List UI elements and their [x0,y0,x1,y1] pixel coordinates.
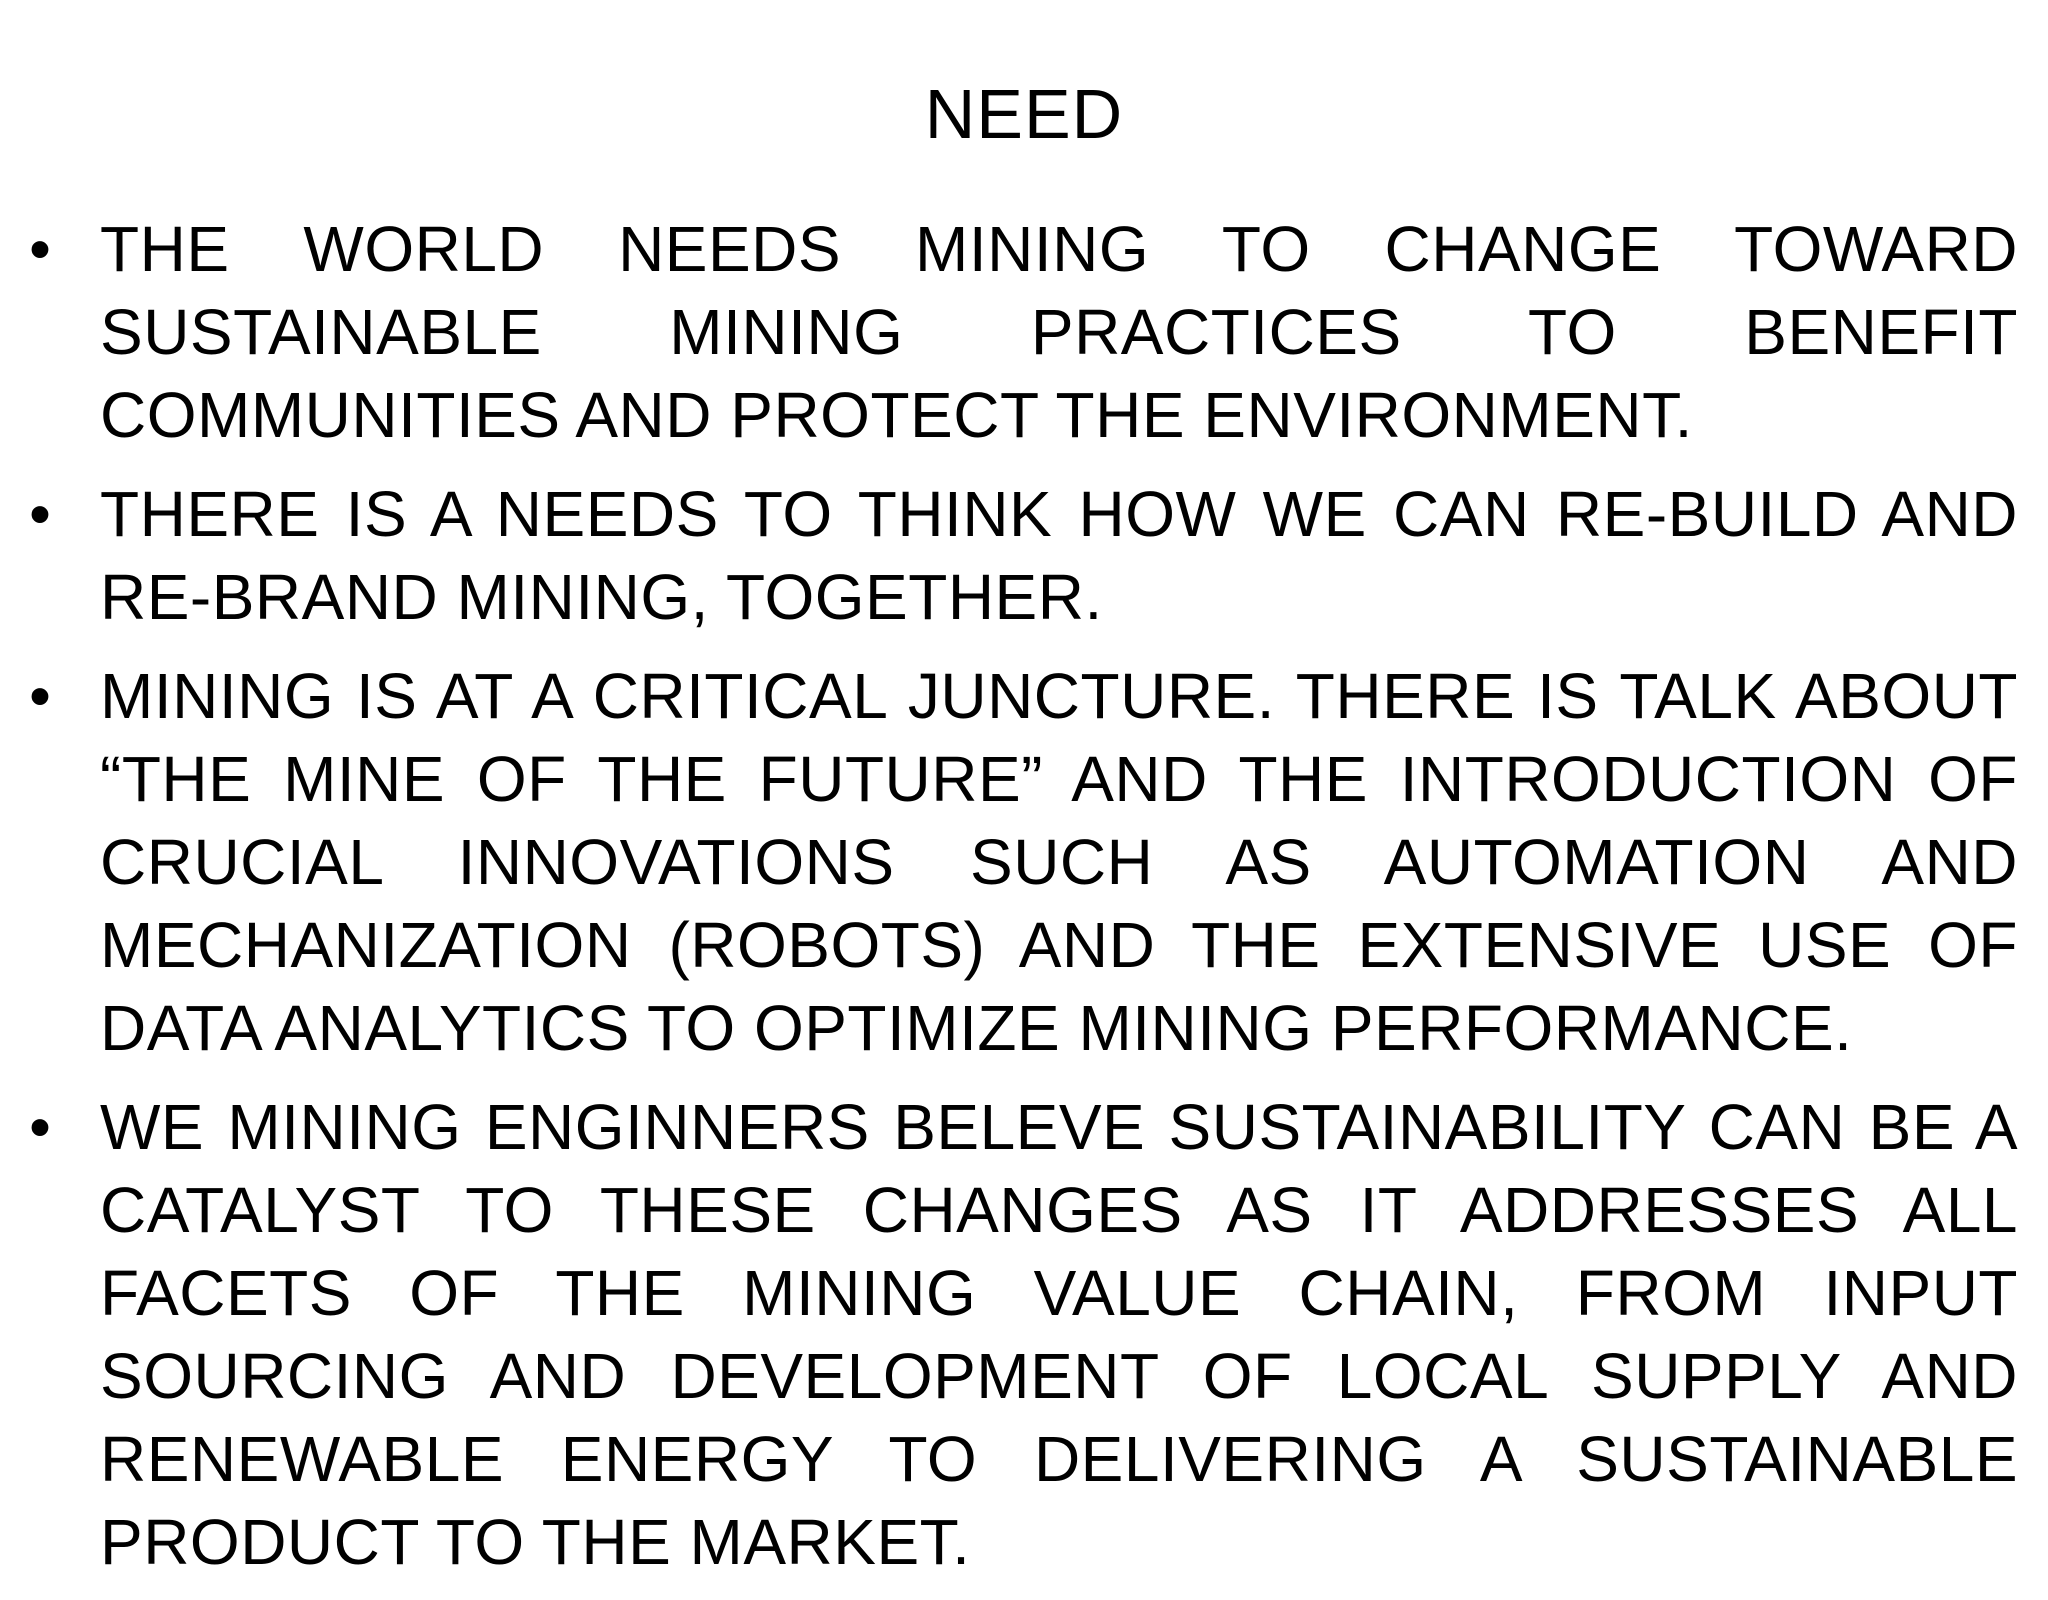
bullet-marker: • [29,215,51,284]
bullet-list [0,208,2048,1600]
bullet-item [0,655,2048,1070]
bullet-marker: • [29,1093,51,1162]
bullet-text: THERE IS A NEEDS TO THINK HOW WE CAN RE-BUILD AND RE-BRAND MINING, TOGETHER. [100,478,2018,633]
bullet-item [0,208,2048,457]
bullet-marker: • [29,662,51,731]
bullet-item [0,473,2048,639]
bullet-marker: • [29,480,51,549]
bullet-text: THE WORLD NEEDS MINING TO CHANGE TOWARD SUSTAINABLE MINING PRACTICES TO BENEFIT COMMUNITIES AND PROTECT THE ENVIRONMENT. [100,213,2018,451]
bullet-text: WE MINING ENGINNERS BELEVE SUSTAINABILITY CAN BE A CATALYST TO THESE CHANGES AS IT ADDRESSES ALL FACETS OF THE MINING VALUE CHAIN, FROM INPUT SOURCING AND DEVELOPMENT OF LOCAL SUPPLY AND RENEWABLE ENERGY TO DELIVERING A SUSTAINABLE PRODUCT TO THE MARKET. [100,1091,2018,1578]
bullet-text: MINING IS AT A CRITICAL JUNCTURE. THERE IS TALK ABOUT “THE MINE OF THE FUTURE” AND THE INTRODUCTION OF CRUCIAL INNOVATIONS SUCH AS AUTOMATION AND MECHANIZATION (ROBOTS) AND THE EXTENSIVE USE OF DATA ANALYTICS TO OPTIMIZE MINING PERFORMANCE. [100,660,2018,1064]
slide-title: NEED [924,75,1124,153]
bullet-item [0,1086,2048,1584]
